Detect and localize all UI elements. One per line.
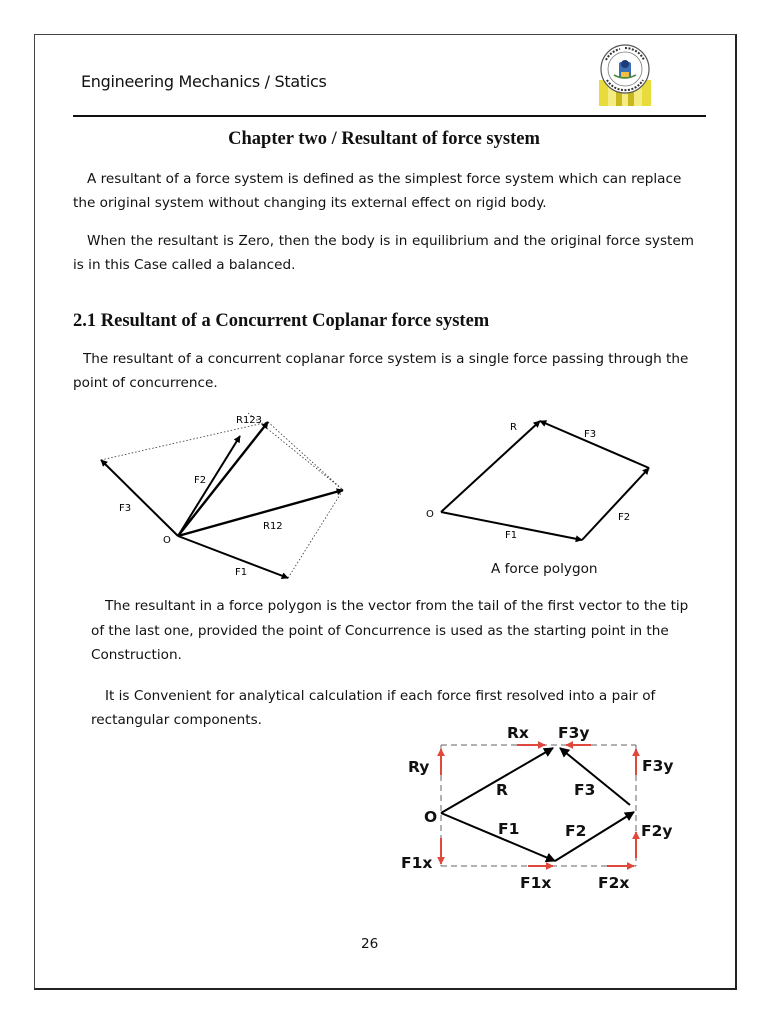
label-r12: R12 [263,521,283,532]
label-r: R [496,781,508,799]
label-rx: Rx [507,724,529,742]
label-f1: F1 [235,567,248,578]
construction-line [248,413,343,490]
page-number: 26 [361,936,379,952]
figure-parallelogram-law [101,413,343,578]
construction-line [268,422,343,490]
vector-f1 [178,536,288,578]
label-f3y-top: F3y [558,724,590,742]
label-f3: F3 [574,781,596,799]
label-r123: R123 [236,415,263,426]
section-title: 2.1 Resultant of a Concurrent Coplanar force system [73,311,490,331]
label-f1: F1 [505,530,518,541]
vector-f2 [582,468,649,540]
label-f1x-left: F1x [401,854,433,872]
figure-caption: A force polygon [491,561,598,577]
paragraph-text: The resultant of a concurrent coplanar force system is a single force passing through the point of concurrence. [73,351,689,391]
label-ry: Ry [408,758,430,776]
label-origin: O [163,535,171,546]
label-f3: F3 [584,429,597,440]
label-origin: O [426,509,434,520]
paragraph-force-polygon [91,594,691,668]
chapter-title: Chapter two / Resultant of force system [228,129,540,149]
paragraph-text: The resultant in a force polygon is the vector from the tail of the first vector to the tip of the last one, provided the point of Concurrence is used as the starting point in the Construction. [91,598,689,663]
label-f2y: F2y [641,822,673,840]
paragraph-text: A resultant of a force system is defined as the simplest force system which can replace the original system without changing its external effect on rigid body. [73,171,682,211]
paragraph-text: When the resultant is Zero, then the body is in equilibrium and the original force system is in this Case called a balanced. [73,233,694,273]
vector-r123 [178,422,268,536]
label-f3: F3 [119,503,132,514]
vector-f3 [101,460,178,536]
label-origin: O [424,808,438,826]
label-r: R [510,422,517,433]
label-f2: F2 [194,475,207,486]
label-f2: F2 [618,512,631,523]
label-f1x-bottom: F1x [520,874,552,892]
figure-rectangular-components [401,724,673,892]
label-f2: F2 [565,822,587,840]
vector-r [441,421,540,512]
paragraph-rectangular-components [91,684,691,732]
label-f3y-right: F3y [642,757,674,775]
label-f2x: F2x [598,874,630,892]
figure-force-polygon [426,421,649,541]
label-f1: F1 [498,820,520,838]
header-title: Engineering Mechanics / Statics [81,72,327,91]
paragraph-text: It is Convenient for analytical calculation if each force first resolved into a pair of rectangular components. [91,688,656,728]
